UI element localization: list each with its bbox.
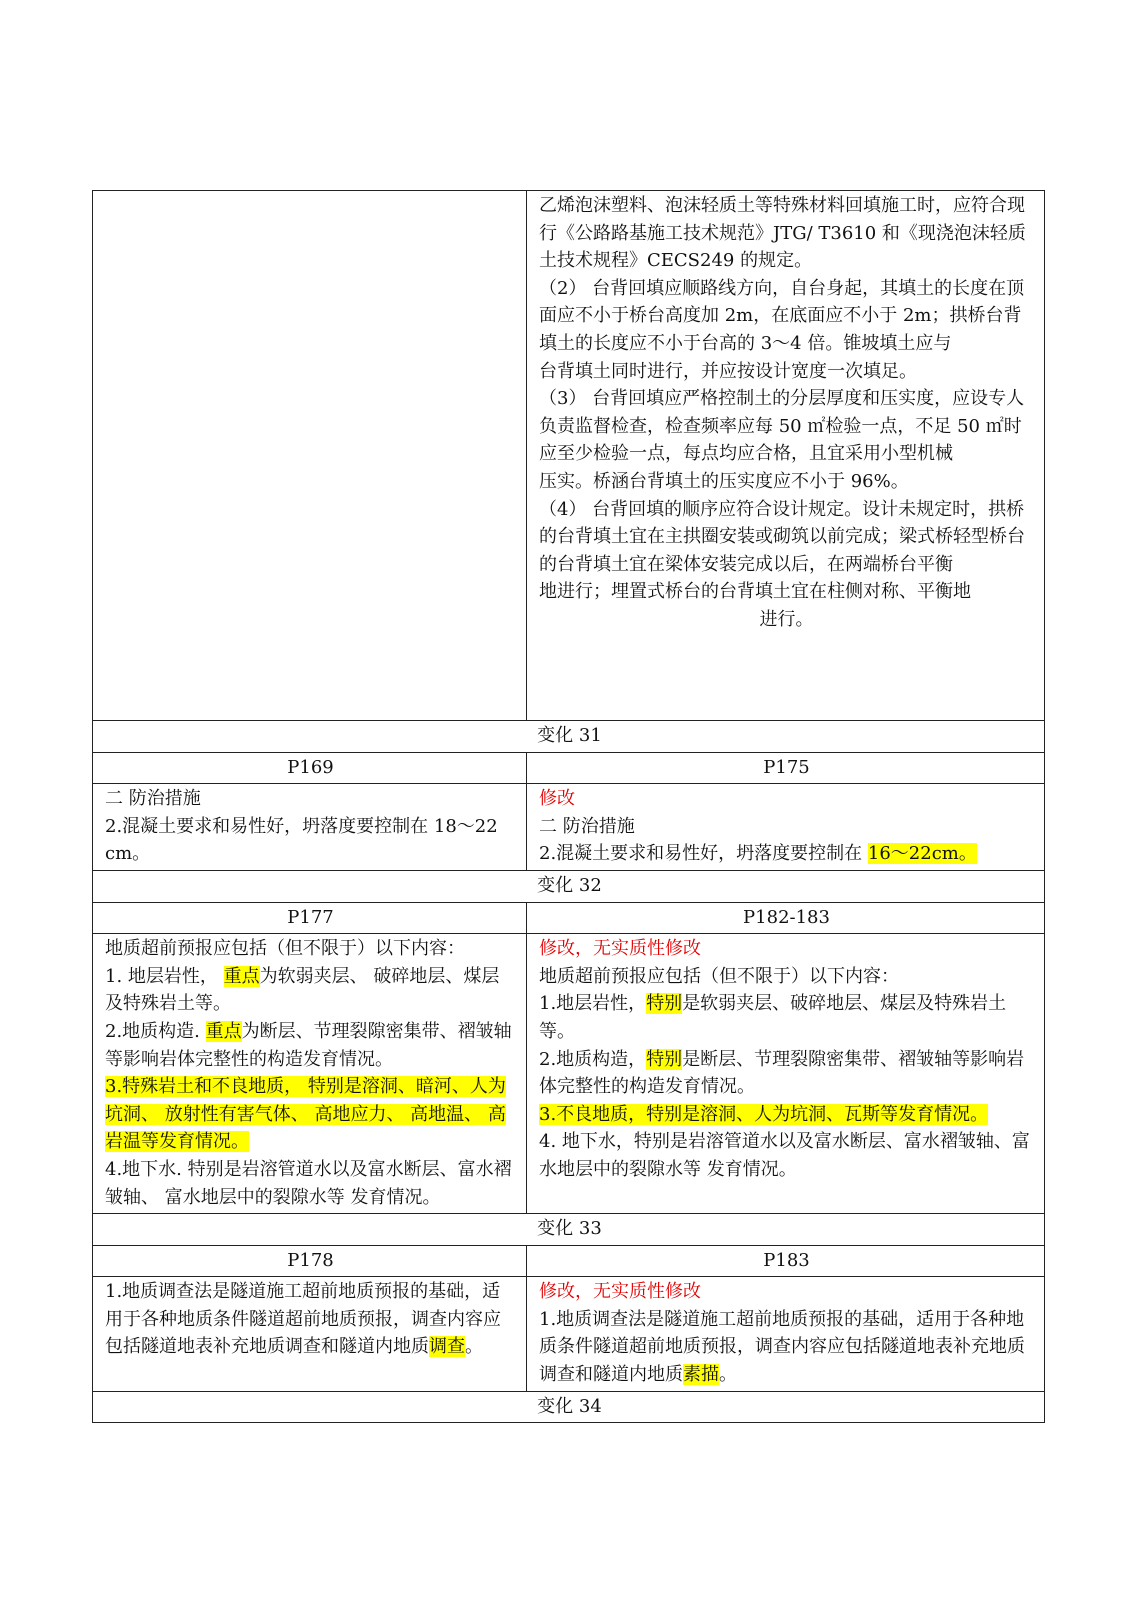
text-line bbox=[539, 990, 1034, 1045]
content-row bbox=[93, 1277, 1045, 1391]
paragraph: 乙烯泡沫塑料、泡沫轻质土等特殊材料回填施工时，应符合现行《公路路基施工技术规范》JTG/ T3610 和《现浇泡沫轻质土技术规程》CECS249 的规定。 bbox=[539, 195, 1026, 272]
highlighted-text: 3.特殊岩土和不良地质， 特别是溶洞、暗河、人为坑洞、 放射性有害气体、 高地应力、 高地温、 高岩温等发育情况。 bbox=[105, 1076, 506, 1153]
text-segment: 4.地下水. 特别是岩溶管道水以及富水断层、富水褶皱轴、 富水地层中的裂隙水等 发育情况。 bbox=[105, 1158, 512, 1208]
text-segment: 是软弱夹层、破碎地层、煤层及特殊岩土等。 bbox=[539, 993, 1007, 1042]
text-segment: 2.地质构造. bbox=[105, 1020, 206, 1042]
new-text-cell bbox=[527, 934, 1045, 1214]
text-line bbox=[105, 963, 516, 1018]
change-label-row bbox=[93, 1391, 1045, 1423]
text-segment: 1. 地层岩性， bbox=[105, 965, 224, 987]
text-segment: 二 防治措施 bbox=[105, 788, 201, 810]
change-label-row bbox=[93, 870, 1045, 902]
change-label: 变化 33 bbox=[93, 1214, 1045, 1246]
new-page-number: P183 bbox=[527, 1245, 1045, 1277]
change-status: 修改，无实质性修改 bbox=[539, 938, 701, 960]
old-text-cell bbox=[93, 1277, 527, 1391]
text-line bbox=[539, 963, 1034, 991]
change-status: 修改 bbox=[539, 788, 575, 810]
text-segment: 1.地质调查法是隧道施工超前地质预报的基础，适用于各种地质条件隧道超前地质预报，调查内容应包括隧道地表补充地质调查和隧道内地质 bbox=[539, 1308, 1025, 1386]
highlighted-text: 调查 bbox=[429, 1336, 465, 1358]
highlighted-text: 特别 bbox=[646, 1048, 683, 1070]
change-label-row bbox=[93, 721, 1045, 753]
text-segment: 2.地质构造， bbox=[539, 1048, 647, 1070]
text-line bbox=[539, 1128, 1034, 1183]
new-text-cell bbox=[527, 784, 1045, 871]
paragraph: 台背填土同时进行，并应按设计宽度一次填足。 bbox=[539, 360, 917, 382]
new-text-lines bbox=[539, 813, 1034, 868]
paragraph: 地进行；埋置式桥台的台背填土宜在柱侧对称、平衡地 bbox=[539, 581, 971, 603]
highlighted-text: 素描 bbox=[683, 1364, 719, 1386]
old-page-number: P169 bbox=[93, 752, 527, 784]
page-number-row bbox=[93, 1245, 1045, 1277]
new-text-lines bbox=[539, 1306, 1034, 1389]
text-line bbox=[539, 1101, 1034, 1129]
text-segment: 2.混凝土要求和易性好，坍落度要控制在 18～22 cm。 bbox=[105, 815, 498, 865]
old-text-cell bbox=[93, 784, 527, 871]
text-segment: 。 bbox=[719, 1364, 737, 1386]
text-segment: 2.混凝土要求和易性好，坍落度要控制在 bbox=[539, 843, 868, 865]
text-segment: 1.地层岩性， bbox=[539, 993, 647, 1015]
change-label: 变化 32 bbox=[93, 870, 1045, 902]
text-line bbox=[105, 1018, 516, 1073]
text-line bbox=[539, 840, 1034, 868]
change-label: 变化 34 bbox=[93, 1391, 1045, 1423]
old-continuation-cell bbox=[93, 191, 527, 721]
text-segment: 为断层、节理裂隙密集带、褶皱轴等影响岩体完整性的构造发育情况。 bbox=[105, 1020, 512, 1070]
content-row bbox=[93, 934, 1045, 1214]
text-line bbox=[105, 935, 516, 963]
paragraph: （2） 台背回填应顺路线方向，自台身起，其填土的长度在顶面应不小于桥台高度加 2m，在底面应不小于 2m；拱桥台背填土的长度应不小于台高的 3～4 倍。锥坡填土应与 bbox=[539, 277, 1025, 354]
highlighted-text: 16～22cm。 bbox=[867, 843, 977, 865]
new-text-lines bbox=[539, 963, 1034, 1184]
text-line bbox=[105, 1156, 516, 1211]
text-line bbox=[539, 1306, 1034, 1389]
text-segment: 1.地质调查法是隧道施工超前地质预报的基础，适用于各种地质条件隧道超前地质预报，调查内容应包括隧道地表补充地质调查和隧道内地质 bbox=[105, 1281, 501, 1358]
continuation-row bbox=[93, 191, 1045, 721]
text-segment: 。 bbox=[465, 1336, 483, 1358]
content-row bbox=[93, 784, 1045, 871]
old-page-number: P177 bbox=[93, 902, 527, 934]
paragraph: 进行。 bbox=[759, 608, 814, 630]
text-line bbox=[539, 1046, 1034, 1101]
new-page-number: P182-183 bbox=[527, 902, 1045, 934]
text-line bbox=[105, 1073, 516, 1156]
text-segment: 是断层、节理裂隙密集带、褶皱轴等影响岩体完整性的构造发育情况。 bbox=[539, 1048, 1025, 1098]
highlighted-text: 重点 bbox=[223, 965, 260, 987]
new-continuation-cell bbox=[527, 191, 1045, 721]
highlighted-text: 3.不良地质，特别是溶洞、人为坑洞、瓦斯等发育情况。 bbox=[539, 1103, 989, 1125]
old-page-number: P178 bbox=[93, 1245, 527, 1277]
highlighted-text: 特别 bbox=[646, 993, 683, 1015]
comparison-table bbox=[92, 190, 1045, 1423]
change-label: 变化 31 bbox=[93, 721, 1045, 753]
text-segment: 地质超前预报应包括（但不限于）以下内容： bbox=[105, 938, 465, 960]
new-page-number: P175 bbox=[527, 752, 1045, 784]
text-segment: 二 防治措施 bbox=[539, 815, 635, 837]
paragraph: （3） 台背回填应严格控制土的分层厚度和压实度，应设专人负责监督检查，检查频率应每 50 ㎡检验一点，不足 50 ㎡时应至少检验一点，每点均应合格，且宜采用小型机械 bbox=[539, 388, 1025, 465]
text-segment: 为软弱夹层、 破碎地层、煤层及特殊岩土等。 bbox=[105, 965, 500, 1015]
text-line bbox=[105, 785, 516, 813]
paragraph: （4） 台背回填的顺序应符合设计规定。设计未规定时，拱桥的台背填土宜在主拱圈安装或砌筑以前完成；梁式桥轻型桥台的台背填土宜在梁体安装完成以后，在两端桥台平衡 bbox=[539, 498, 1025, 575]
text-segment: 4. 地下水，特别是岩溶管道水以及富水断层、富水褶皱轴、富水地层中的裂隙水等 发育情况。 bbox=[539, 1131, 1030, 1180]
new-text-cell bbox=[527, 1277, 1045, 1391]
text-line bbox=[105, 1278, 516, 1361]
page-number-row bbox=[93, 752, 1045, 784]
text-line bbox=[105, 813, 516, 868]
paragraph: 压实。桥涵台背填土的压实度应不小于 96%。 bbox=[539, 470, 909, 492]
old-text-cell bbox=[93, 934, 527, 1214]
highlighted-text: 重点 bbox=[205, 1020, 242, 1042]
change-label-row bbox=[93, 1214, 1045, 1246]
text-line bbox=[539, 813, 1034, 841]
text-segment: 地质超前预报应包括（但不限于）以下内容： bbox=[539, 965, 899, 987]
page-number-row bbox=[93, 902, 1045, 934]
change-status: 修改，无实质性修改 bbox=[539, 1281, 701, 1303]
